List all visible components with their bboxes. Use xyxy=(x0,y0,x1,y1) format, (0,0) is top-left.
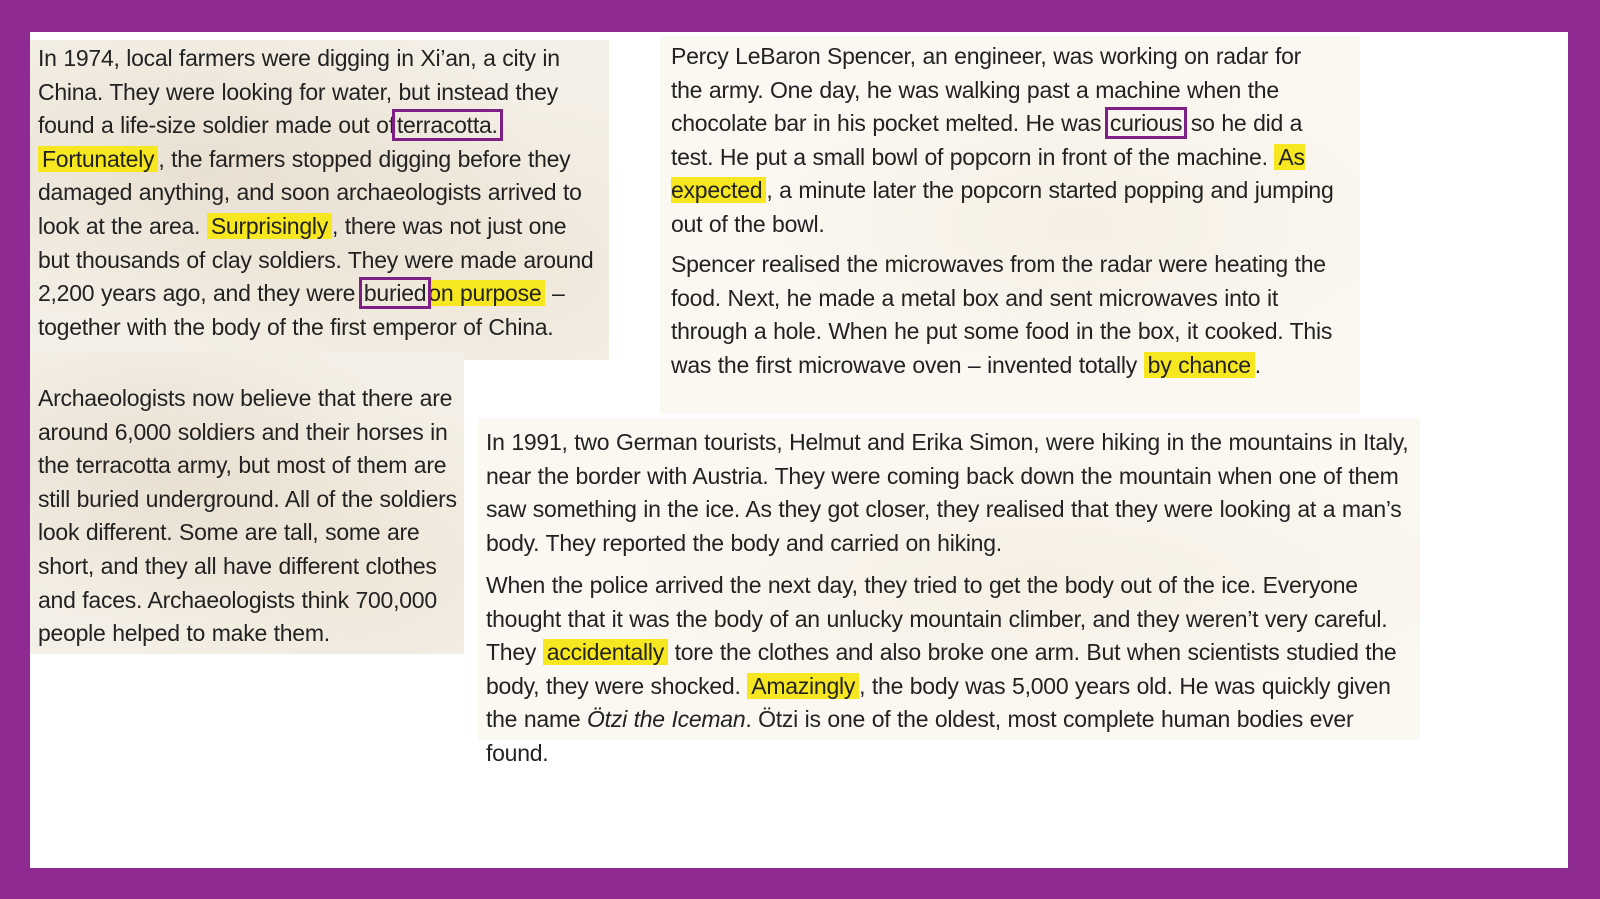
microwave-text-4: Spencer realised the microwaves from the radar were heating the food. Next, he made a metal box and sent microwaves into it through a hole. When he put some food in the box, it cooked. This was the first microwave oven – invented totally xyxy=(671,251,1333,378)
otzi-paragraph-2 xyxy=(486,569,1416,771)
terracotta-text-2: , the farmers stopped digging before they damaged anything, and soon archaeologists arrived to look at the area. xyxy=(38,145,582,239)
terracotta-text-3: , there was not just one but thousands of clay soldiers. They were made around 2,200 years ago, and they were xyxy=(38,212,594,307)
microwave-text-5: . xyxy=(1254,351,1261,378)
amazingly-highlight: Amazingly xyxy=(747,673,859,699)
microwave-paragraph-1 xyxy=(671,40,1335,242)
fortunately-highlight: Fortunately xyxy=(38,146,158,172)
slide-canvas xyxy=(30,32,1568,868)
otzi-paragraph-1: In 1991, two German tourists, Helmut and Erika Simon, were hiking in the mountains in Italy, near the border with Austria. They were coming back down the mountain when one of them saw something in the ice. As they got closer, they realised that they were looking at a man’s body. They reported the body and carried on hiking. xyxy=(486,429,1409,556)
otzi-text-2: tore the clothes and also broke one arm. But when scientists studied the body, they were shocked. xyxy=(486,639,1397,699)
surprisingly-highlight: Surprisingly xyxy=(207,213,332,239)
on-purpose-highlight: on purpose xyxy=(428,280,545,306)
microwave-text-2: so he did a test. He put a small bowl of popcorn in front of the machine. xyxy=(671,110,1303,170)
microwave-paragraph-2 xyxy=(671,248,1335,382)
otzi-name: Ötzi the Iceman xyxy=(587,706,746,733)
otzi-text-3: , the body was 5,000 years old. He was quickly given the name xyxy=(486,672,1391,733)
as-expected-highlight: As expected xyxy=(671,143,1305,204)
terracotta-paragraph-2: Archaeologists now believe that there are around 6,000 soldiers and their horses in the terracotta army, but most of them are still buried underground. All of the soldiers look different. Some are tall, some are short, and they all have different clothes and faces. Archaeologists think 700,000 people helped to make them. xyxy=(38,385,457,647)
terracotta-word-box: terracotta. xyxy=(396,112,498,139)
accidentally-highlight: accidentally xyxy=(543,639,668,665)
terracotta-paragraph-1 xyxy=(38,42,603,344)
microwave-text-3: , a minute later the popcorn started popping and jumping out of the bowl. xyxy=(671,177,1334,237)
curious-word-box: curious xyxy=(1109,110,1183,137)
by-chance-highlight: by chance xyxy=(1144,352,1255,378)
buried-word-box: buried xyxy=(363,280,427,307)
terracotta-text-4: – together with the body of the first emperor of China. xyxy=(38,280,565,340)
otzi-text-1: When the police arrived the next day, they tried to get the body out of the ice. Everyone thought that it was the body of an unlucky mountain climber, and they weren’t very careful. They xyxy=(486,572,1388,666)
otzi-text-4: . Ötzi is one of the oldest, most complete human bodies ever found. xyxy=(486,706,1354,766)
terracotta-text-1: In 1974, local farmers were digging in Xi’an, a city in China. They were looking for water, but instead they found a life-size soldier made out of xyxy=(38,45,560,139)
microwave-text-1: Percy LeBaron Spencer, an engineer, was working on radar for the army. One day, he was walking past a machine when the chocolate bar in his pocket melted. He was xyxy=(671,43,1302,137)
